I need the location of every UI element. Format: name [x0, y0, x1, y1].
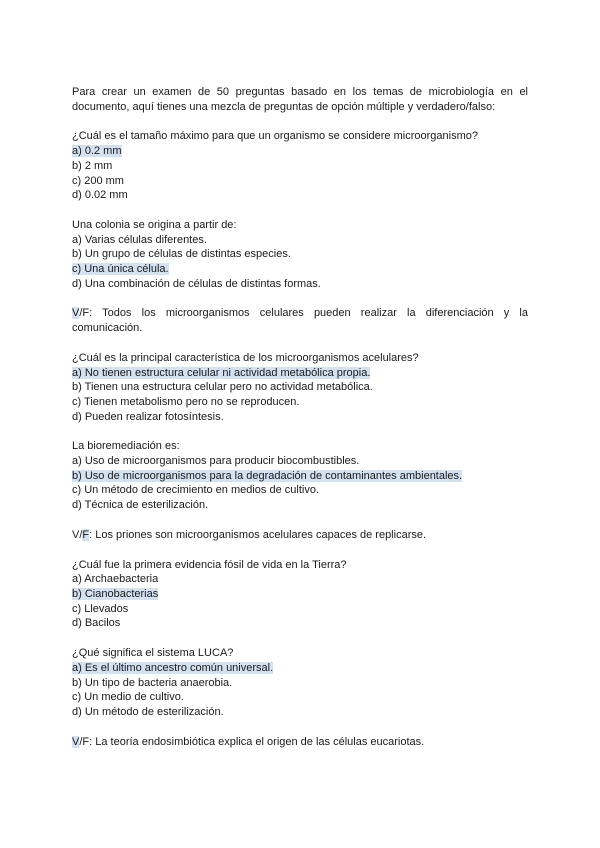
option-d: d) Técnica de esterilización. [72, 499, 209, 512]
true-false-3 [72, 735, 528, 750]
option-d: d) Pueden realizar fotosíntesis. [72, 410, 224, 423]
option-d: d) Una combinación de células de distintas formas. [72, 277, 321, 290]
option-c: c) Un método de crecimiento en medios de cultivo. [72, 484, 320, 497]
option-b: b) 2 mm [72, 159, 113, 172]
question-6 [72, 646, 528, 720]
option-c: c) Un medio de cultivo. [72, 691, 184, 704]
option-c: c) 200 mm [72, 174, 124, 187]
question-text: ¿Cuál fue la primera evidencia fósil de vida en la Tierra? [72, 558, 347, 571]
question-2 [72, 218, 528, 292]
true-false-statement: /F: Todos los microorganismos celulares pueden realizar la diferenciación y la comunicación. [72, 307, 528, 335]
document-content [72, 85, 528, 764]
true-false-1 [72, 306, 528, 335]
question-5 [72, 558, 528, 632]
option-b: b) Un tipo de bacteria anaerobia. [72, 676, 233, 689]
option-d: d) Bacilos [72, 617, 121, 630]
selected-answer: a) No tienen estructura celular ni actividad metabólica propia. [72, 366, 371, 379]
question-text: Una colonia se origina a partir de: [72, 218, 237, 231]
question-text: ¿Qué significa el sistema LUCA? [72, 647, 234, 660]
option-c [72, 262, 528, 277]
option-b: b) Tienen una estructura celular pero no actividad metabólica. [72, 381, 373, 394]
selected-answer: F [82, 528, 90, 541]
option-a: a) Archaebacteria [72, 573, 159, 586]
option-d: d) Un método de esterilización. [72, 705, 224, 718]
option-a: a) Varias células diferentes. [72, 233, 207, 246]
option-d: d) 0.02 mm [72, 189, 128, 202]
selected-answer: V [72, 735, 80, 748]
true-false-statement: /F: La teoría endosimbiótica explica el origen de las células eucariotas. [79, 735, 425, 748]
selected-answer: b) Cianobacterias [72, 587, 159, 600]
selected-answer: b) Uso de microorganismos para la degradación de contaminantes ambientales. [72, 469, 463, 482]
option-c: c) Llevados [72, 602, 129, 615]
question-text: ¿Cuál es el tamaño máximo para que un organismo se considere microorganismo? [72, 130, 478, 143]
option-b [72, 587, 528, 602]
selected-answer: c) Una única célula. [72, 263, 169, 276]
true-false-statement: : Los priones son microorganismos acelulares capaces de replicarse. [89, 528, 427, 541]
selected-answer: V [72, 307, 80, 320]
option-c: c) Tienen metabolismo pero no se reproducen. [72, 395, 300, 408]
selected-answer: a) Es el último ancestro común universal. [72, 661, 274, 674]
option-a: a) Uso de microorganismos para producir biocombustibles. [72, 455, 360, 468]
option-a [72, 661, 528, 676]
question-4 [72, 439, 528, 513]
intro-paragraph: Para crear un examen de 50 preguntas basado en los temas de microbiología en el documento, aquí tienes una mezcla de preguntas de opción múltiple y verdadero/falso: [72, 86, 528, 113]
selected-answer: a) 0.2 mm [72, 145, 122, 158]
question-text: La bioremediación es: [72, 440, 180, 453]
question-3 [72, 351, 528, 425]
option-a [72, 144, 528, 159]
option-a [72, 366, 528, 381]
question-text: ¿Cuál es la principal característica de los microorganismos acelulares? [72, 351, 419, 364]
true-false-prefix: V/ [72, 528, 83, 541]
true-false-2 [72, 528, 528, 543]
question-1 [72, 129, 528, 203]
option-b [72, 469, 528, 484]
option-b: b) Un grupo de células de distintas especies. [72, 248, 291, 261]
